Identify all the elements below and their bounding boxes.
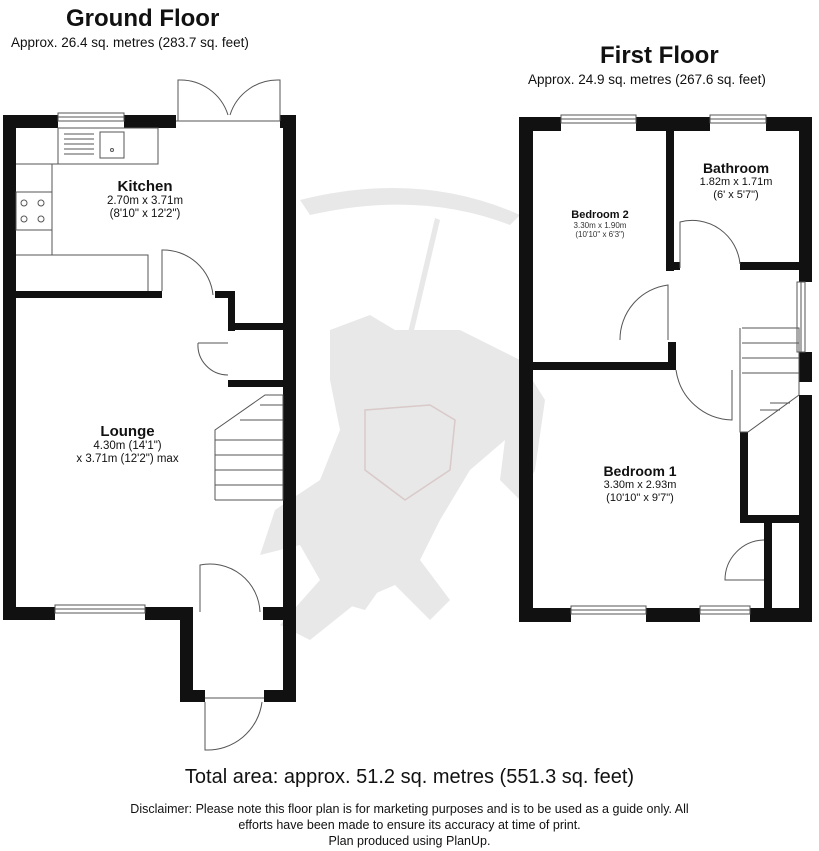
bedroom1-name: Bedroom 1 bbox=[603, 463, 677, 479]
lounge-dim-imperial: x 3.71m (12'2") max bbox=[76, 453, 179, 465]
bedroom1-dim-imperial: (10'10" x 9'7") bbox=[606, 492, 674, 504]
kitchen-dim-imperial: (8'10" x 12'2") bbox=[109, 208, 181, 220]
kitchen-name: Kitchen bbox=[117, 178, 173, 195]
total-area: Total area: approx. 51.2 sq. metres (551.3 sq. feet) bbox=[184, 766, 635, 788]
kitchen-dim-metric: 2.70m x 3.71m bbox=[106, 195, 184, 207]
bedroom1-dim-metric: 3.30m x 2.93m bbox=[603, 479, 677, 491]
bathroom-label bbox=[686, 160, 786, 202]
bedroom2-dim-metric: 3.30m x 1.90m bbox=[573, 221, 627, 230]
bedroom2-dim-imperial: (10'10" x 6'3") bbox=[575, 230, 625, 239]
bathroom-name: Bathroom bbox=[702, 160, 770, 176]
lounge-name: Lounge bbox=[100, 423, 155, 440]
lounge-dim-metric: 4.30m (14'1") bbox=[93, 440, 162, 452]
bathroom-dim-imperial: (6' x 5'7") bbox=[713, 189, 759, 201]
ground-floor-title: Ground Floor bbox=[66, 5, 220, 32]
first-floor-area: Approx. 24.9 sq. metres (267.6 sq. feet) bbox=[528, 72, 766, 87]
disclaimer-line-3: Plan produced using PlanUp. bbox=[328, 834, 491, 848]
kitchen-label bbox=[80, 178, 210, 221]
disclaimer-line-1: Disclaimer: Please note this floor plan is for marketing purposes and is to be used as a guide only. All bbox=[130, 802, 689, 816]
disclaimer-line-2: efforts have been made to ensure its accuracy at time of print. bbox=[238, 818, 581, 832]
disclaimer bbox=[40, 801, 779, 849]
bedroom1-label bbox=[580, 463, 700, 505]
bedroom2-label bbox=[560, 209, 640, 239]
first-floor-title: First Floor bbox=[600, 42, 719, 69]
bathroom-dim-metric: 1.82m x 1.71m bbox=[699, 176, 773, 188]
ground-floor-area: Approx. 26.4 sq. metres (283.7 sq. feet) bbox=[11, 35, 249, 50]
lounge-label bbox=[55, 423, 200, 466]
bedroom2-name: Bedroom 2 bbox=[571, 209, 629, 221]
